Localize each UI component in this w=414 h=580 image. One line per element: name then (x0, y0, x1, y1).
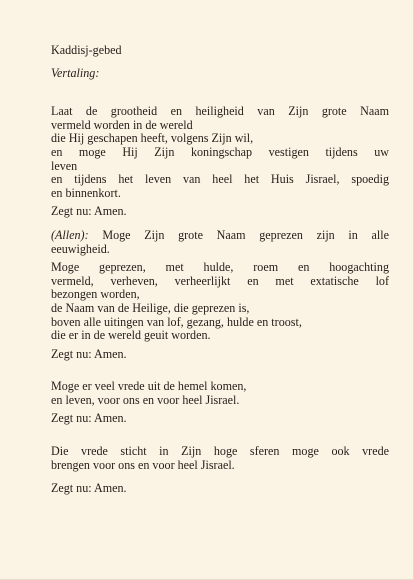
text-line: die er in de wereld geuit worden. (51, 328, 211, 343)
stanza-peace (51, 380, 389, 407)
text-line: en leven, voor ons en voor heel Jisrael. (51, 392, 240, 407)
text-line: brengen voor ons en voor heel Jisrael. (51, 457, 235, 472)
text-line: Laat de grootheid en heiligheid van Zijn grote Naam (51, 104, 389, 119)
allen-lead: (Allen): (51, 227, 89, 242)
stanza-allen (51, 229, 389, 256)
text-line: eeuwigheid. (51, 241, 110, 256)
text-line: Die vrede sticht in Zijn hoge sferen moge ook vrede (51, 444, 389, 459)
text-line: vermeld, verheven, verheerlijkt en met extatische lof (51, 273, 389, 288)
text-line: en tijdens het leven van heel het Huis Jisrael, spoedig (51, 172, 389, 187)
text-line: Moge geprezen, met hulde, roem en hoogachting (51, 260, 389, 275)
amen-response: Zegt nu: Amen. (51, 481, 127, 496)
document-subtitle: Vertaling: (51, 65, 100, 80)
text-line: en binnenkort. (51, 185, 121, 200)
amen-response: Zegt nu: Amen. (51, 411, 127, 426)
text-line: vermeld worden in de wereld (51, 117, 193, 132)
amen-response: Zegt nu: Amen. (51, 346, 127, 361)
text-line (51, 229, 389, 243)
allen-line-rest: Moge Zijn grote Naam geprezen zijn in alle (88, 227, 389, 242)
text-line: de Naam van de Heilige, die geprezen is, (51, 300, 250, 315)
text-line: Moge er veel vrede uit de hemel komen, (51, 379, 247, 394)
text-line: boven alle uitingen van lof, gezang, hulde en troost, (51, 314, 302, 329)
text-line: en moge Hij Zijn koningschap vestigen tijdens uw (51, 144, 389, 159)
prayer-text (51, 44, 389, 496)
stanza-opening (51, 105, 389, 200)
text-line: bezongen worden, (51, 287, 140, 302)
amen-response: Zegt nu: Amen. (51, 204, 127, 219)
text-line: leven (51, 158, 78, 173)
text-line: die Hij geschapen heeft, volgens Zijn wil, (51, 131, 254, 146)
stanza-closing (51, 445, 389, 472)
stanza-praise (51, 261, 389, 343)
document-title: Kaddisj-gebed (51, 43, 122, 57)
